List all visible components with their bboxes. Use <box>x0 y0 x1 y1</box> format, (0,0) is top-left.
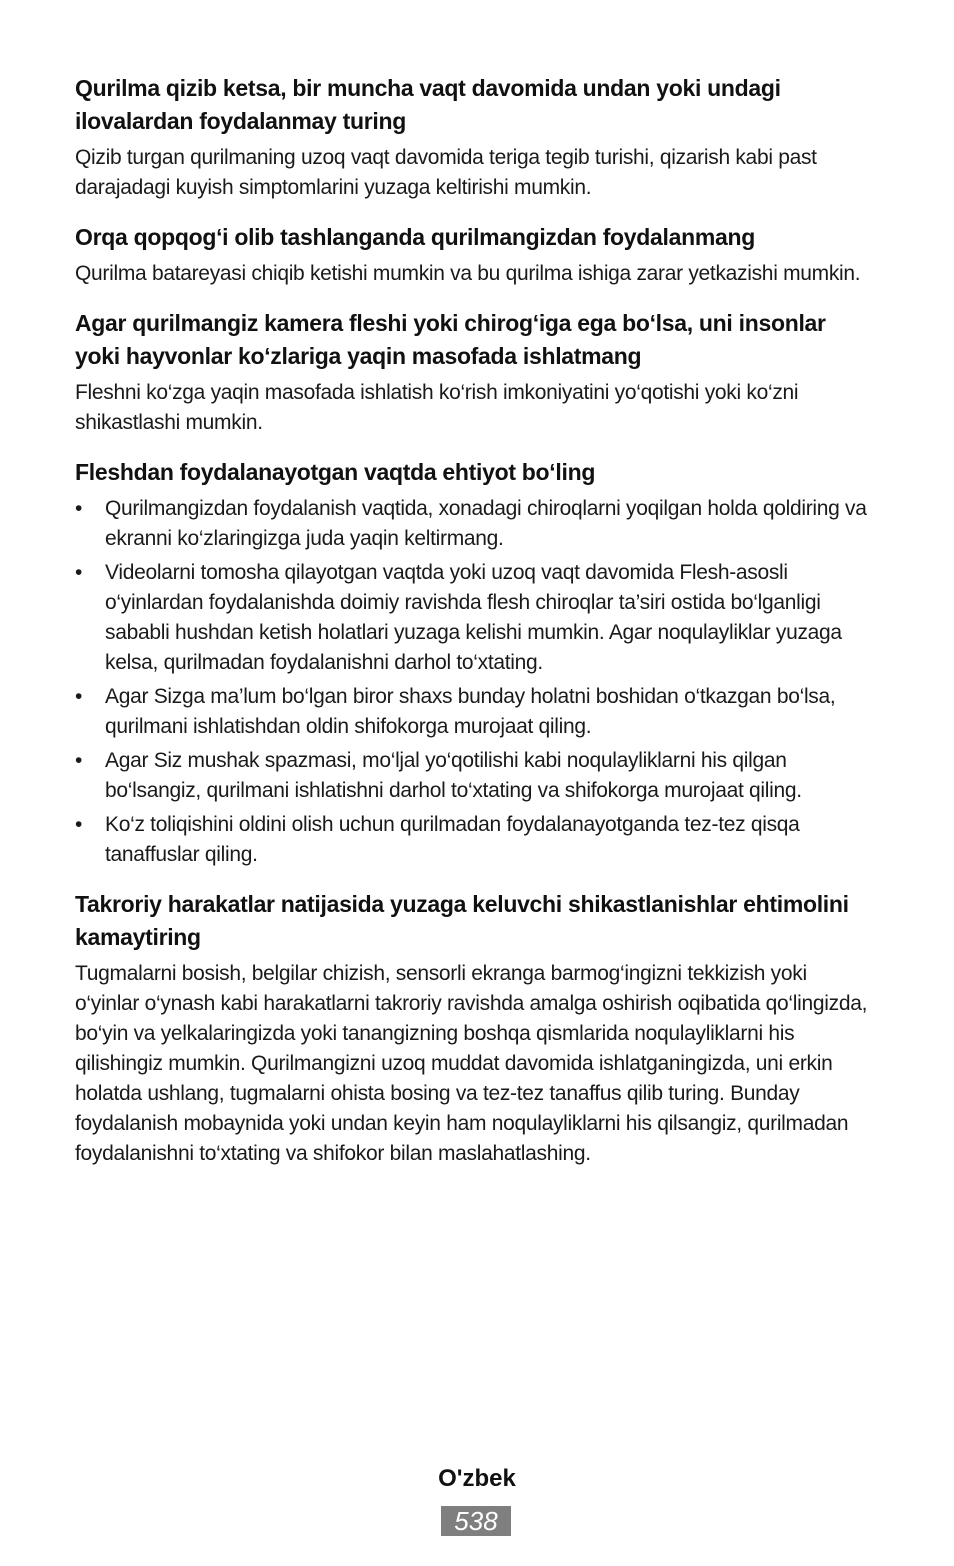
list-item <box>75 558 875 678</box>
bullet-list <box>75 494 875 870</box>
bullet-icon: • <box>75 813 83 836</box>
section-body: Tugmalarni bosish, belgilar chizish, sensorli ekranga barmog‘ingizni tekkizish yoki o‘yinlar o‘ynash kabi harakatlarni takroriy ravishda amalga oshirish oqibatida qo‘lingizda, bo‘yin va yelkalaringizda yoki tanangizning boshqa qismlarida noqulayliklarni his qilishingiz mumkin. Qurilmangizni uzoq muddat davomida ishlatganingizda, uni erkin holatda ushlang, tugmalarni ohista bosing va tez-tez tanaffus qilib turing. Bunday foydalanish mobaynida yoki undan keyin ham noqulayliklarni his qilsangiz, qurilmadan foydalanishni to‘xtating va shifokor bilan maslahatlashing. <box>75 962 868 1165</box>
section-heading: Fleshdan foydalanayotgan vaqtda ehtiyot bo‘ling <box>75 459 596 485</box>
bullet-icon: • <box>75 497 83 520</box>
section-body: Qurilma batareyasi chiqib ketishi mumkin va bu qurilma ishiga zarar yetkazishi mumkin. <box>75 262 861 285</box>
list-item <box>75 746 875 806</box>
section-body: Qizib turgan qurilmaning uzoq vaqt davomida teriga tegib turishi, qizarish kabi past darajadagi kuyish simptomlarini yuzaga keltirishi mumkin. <box>75 146 817 199</box>
list-item-text: Agar Siz mushak spazmasi, mo‘ljal yo‘qotilishi kabi noqulayliklarni his qilgan bo‘lsangiz, qurilmani ishlatishni darhol to‘xtating va shifokorga murojaat qiling. <box>105 749 802 802</box>
section-heading: Qurilma qizib ketsa, bir muncha vaqt davomida undan yoki undagi ilovalardan foydalanmay turing <box>75 75 781 134</box>
section-heading: Orqa qopqog‘i olib tashlanganda qurilmangizdan foydalanmang <box>75 224 756 250</box>
section-heading: Agar qurilmangiz kamera fleshi yoki chirog‘iga ega bo‘lsa, uni insonlar yoki hayvonlar ko‘zlariga yaqin masofada ishlatmang <box>75 310 826 369</box>
list-item-text: Videolarni tomosha qilayotgan vaqtda yoki uzoq vaqt davomida Flesh-asosli o‘yinlardan foydalanishda doimiy ravishda flesh chiroqlar ta’siri ostida bo‘lganligi sababli hushdan ketish holatlari yuzaga kelishi mumkin. Agar noqulayliklar yuzaga kelsa, qurilmadan foydalanishni darhol to‘xtating. <box>105 561 842 674</box>
section-body: Fleshni ko‘zga yaqin masofada ishlatish ko‘rish imkoniyatini yo‘qotishi yoki ko‘zni shikastlashi mumkin. <box>75 381 799 434</box>
section-back-cover <box>75 221 875 289</box>
list-item <box>75 682 875 742</box>
document-page <box>75 72 875 1187</box>
footer-language-label: O'zbek <box>438 1465 516 1492</box>
list-item-text: Ko‘z toliqishini oldini olish uchun qurilmadan foydalanayotganda tez-tez qisqa tanaffuslar qiling. <box>105 813 800 866</box>
section-flash-caution <box>75 456 875 870</box>
list-item-text: Qurilmangizdan foydalanish vaqtida, xonadagi chiroqlarni yoqilgan holda qoldiring va ekranni ko‘zlaringizga juda yaqin keltirmang. <box>105 497 867 550</box>
list-item-text: Agar Sizga ma’lum bo‘lgan biror shaxs bunday holatni boshidan o‘tkazgan bo‘lsa, qurilmani ishlatishdan oldin shifokorga murojaat qiling. <box>105 685 836 738</box>
bullet-icon: • <box>75 749 83 772</box>
bullet-icon: • <box>75 685 83 708</box>
section-overheating <box>75 72 875 203</box>
list-item <box>75 810 875 870</box>
bullet-icon: • <box>75 561 83 584</box>
section-heading: Takroriy harakatlar natijasida yuzaga keluvchi shikastlanishlar ehtimolini kamaytiring <box>75 891 849 950</box>
section-repetitive-motion <box>75 888 875 1169</box>
section-camera-flash <box>75 307 875 438</box>
page-number-badge: 538 <box>441 1506 511 1536</box>
list-item <box>75 494 875 554</box>
